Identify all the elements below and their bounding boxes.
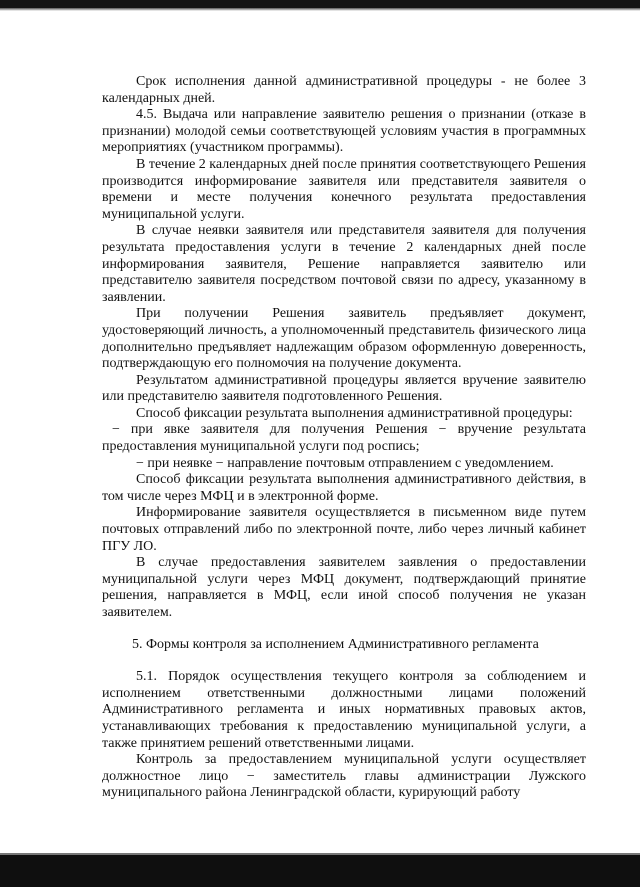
paragraph-informing: В течение 2 календарных дней после принятия соответствующего Решения производится информирование заявителя или представителя заявителя о времени и месте получения конечного результата предоставления муниципальной услуги.	[102, 156, 586, 222]
scan-border-bottom	[0, 855, 640, 887]
list-item: − при неявке − направление почтовым отправлением с уведомлением.	[136, 455, 554, 471]
paragraph-fixation-method: Способ фиксации результата выполнения административной процедуры:	[136, 405, 573, 421]
section-heading: 5. Формы контроля за исполнением Административного регламента	[132, 636, 539, 652]
document-page	[102, 74, 586, 802]
scan-border-top	[0, 0, 640, 8]
paragraph-result: Результатом административной процедуры является вручение заявителю или представителю заявителя подготовленного Решения.	[102, 372, 586, 405]
paragraph-control: Контроль за предоставлением муниципальной услуги осуществляет должностное лицо − заместитель главы администрации Лужского муниципального района Ленинградской области, курирующий работу	[102, 752, 586, 801]
paragraph-receipt: При получении Решения заявитель предъявляет документ, удостоверяющий личность, а уполномоченный представитель физического лица дополнительно предъявляет надлежащим образом оформленную доверенность, подтверждающую его полномочия на получение документа.	[102, 306, 586, 372]
paragraph-deadline: Срок исполнения данной административной процедуры - не более 3 календарных дней.	[102, 74, 586, 106]
paragraph-notification: Информирование заявителя осуществляется в письменном виде путем почтовых отправлений либо по электронной почте, либо через личный кабинет ПГУ ЛО.	[102, 505, 586, 554]
paragraph-mfc-case: В случае предоставления заявителем заявления о предоставлении муниципальной услуги через МФЦ документ, подтверждающий принятие решения, направляется в МФЦ, если иной способ получения не указан заявителем.	[102, 555, 586, 620]
paragraph-5-1: 5.1. Порядок осуществления текущего контроля за соблюдением и исполнением ответственными должностными лицами положений Административного регламента и иных нормативных правовых актов, устанавливающих требования к предоставлению муниципальной услуги, а также принятием решений ответственными лицами.	[102, 669, 586, 751]
list-item: − при явке заявителя для получения Решения − вручение результата предоставления муниципальной услуги под роспись;	[102, 422, 586, 455]
paragraph-4-5: 4.5. Выдача или направление заявителю решения о признании (отказе в признании) молодой семьи соответствующей условиям участия в программных мероприятиях (участником программы).	[102, 107, 586, 156]
paragraph-fixation-mfc: Способ фиксации результата выполнения административного действия, в том числе через МФЦ и в электронной форме.	[102, 472, 586, 504]
paragraph-no-show: В случае неявки заявителя или представителя заявителя для получения результата предоставления услуги в течение 2 календарных дней после информирования заявителя, Решение направляется заявителю или представителю заявителя посредством почтовой связи по адресу, указанному в заявлении.	[102, 223, 586, 305]
